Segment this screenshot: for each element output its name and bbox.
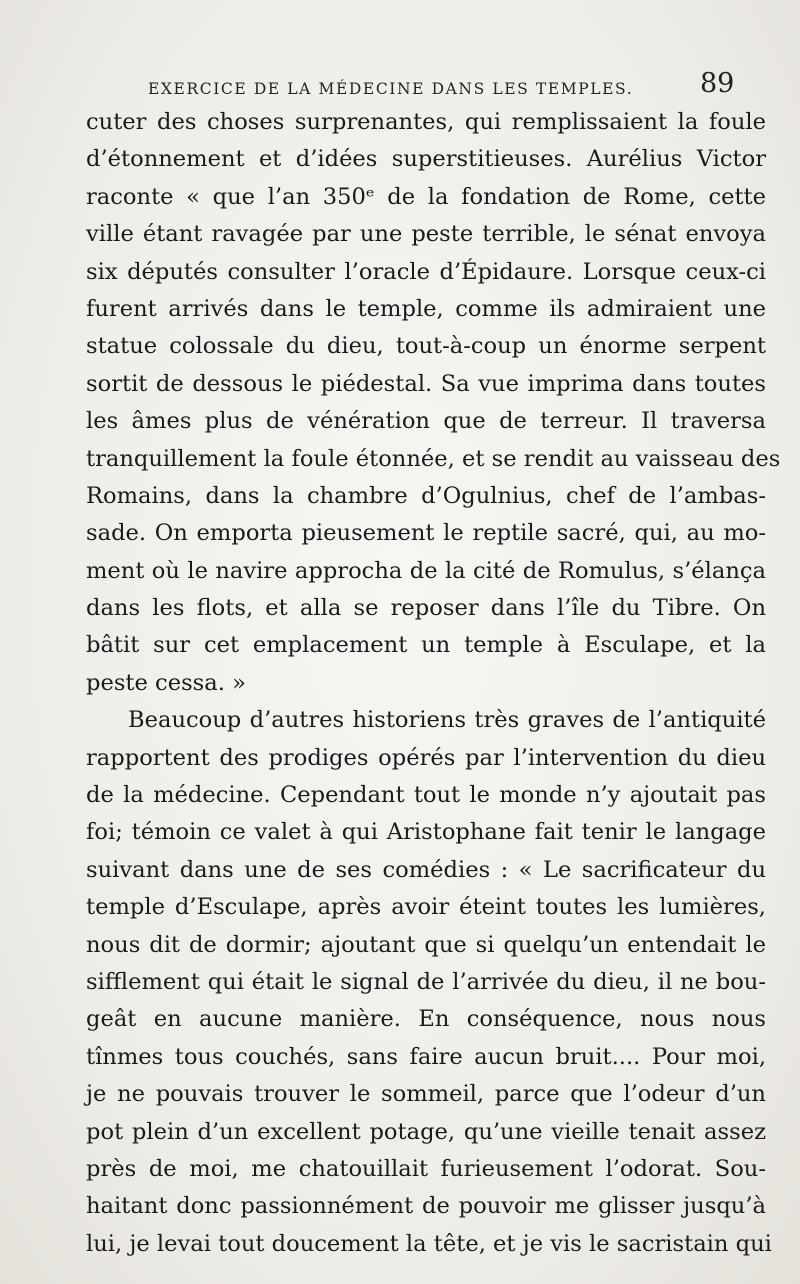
text-line: raconte « que l’an 350ᵉ de la fondation de Rome, cette — [86, 183, 766, 210]
text-line: Beaucoup d’autres historiens très graves de l’antiquité — [128, 707, 766, 734]
text-line: sifflement qui était le signal de l’arrivée du dieu, il ne bou- — [86, 968, 766, 995]
text-line: ville étant ravagée par une peste terrible, le sénat envoya — [86, 221, 766, 248]
running-title: EXERCICE DE LA MÉDECINE DANS LES TEMPLES. — [148, 80, 634, 98]
body-text — [86, 104, 781, 1263]
paragraph-2 — [86, 702, 772, 1263]
text-line: bâtit sur cet emplacement un temple à Esculape, et la — [86, 632, 766, 659]
text-line: sortit de dessous le piédestal. Sa vue imprima dans toutes — [86, 370, 766, 397]
text-line: temple d’Esculape, après avoir éteint toutes les lumières, — [86, 894, 766, 921]
text-line: furent arrivés dans le temple, comme ils admiraient une — [86, 295, 766, 322]
text-line: rapportent des prodiges opérés par l’intervention du dieu — [86, 744, 766, 771]
text-line: je ne pouvais trouver le sommeil, parce que l’odeur d’un — [86, 1081, 766, 1108]
text-line: sade. On emporta pieusement le reptile sacré, qui, au mo- — [86, 520, 766, 547]
text-line: tînmes tous couchés, sans faire aucun bruit.... Pour moi, — [86, 1043, 766, 1070]
text-line: six députés consulter l’oracle d’Épidaure. Lorsque ceux-ci — [86, 258, 766, 285]
text-line: lui, je levai tout doucement la tête, et je vis le sacristain qui — [86, 1230, 772, 1257]
text-line: tranquillement la foule étonnée, et se rendit au vaisseau des — [86, 445, 781, 472]
text-line: haitant donc passionnément de pouvoir me glisser jusqu’à — [86, 1193, 766, 1220]
page-number: 89 — [700, 68, 735, 99]
text-line: les âmes plus de vénération que de terreur. Il traversa — [86, 408, 766, 435]
text-line: de la médecine. Cependant tout le monde n’y ajoutait pas — [86, 782, 766, 809]
text-line: d’étonnement et d’idées superstitieuses. Aurélius Victor — [86, 146, 766, 173]
text-line: pot plein d’un excellent potage, qu’une vieille tenait assez — [86, 1118, 766, 1145]
paragraph-1 — [86, 104, 781, 702]
text-line: foi; témoin ce valet à qui Aristophane fait tenir le langage — [86, 819, 766, 846]
text-line: peste cessa. » — [86, 669, 246, 696]
text-line: ment où le navire approcha de la cité de Romulus, s’élança — [86, 557, 766, 584]
text-line: geât en aucune manière. En conséquence, nous nous — [86, 1006, 766, 1033]
text-line: Romains, dans la chambre d’Ogulnius, chef de l’ambas- — [86, 482, 766, 509]
text-line: près de moi, me chatouillait furieusement l’odorat. Sou- — [86, 1155, 766, 1182]
text-line: cuter des choses surprenantes, qui remplissaient la foule — [86, 109, 766, 135]
text-line: nous dit de dormir; ajoutant que si quelqu’un entendait le — [86, 931, 766, 958]
text-line: suivant dans une de ses comédies : « Le sacrificateur du — [86, 856, 766, 883]
text-line: dans les flots, et alla se reposer dans l’île du Tibre. On — [86, 595, 766, 622]
text-line: statue colossale du dieu, tout-à-coup un énorme serpent — [86, 333, 766, 360]
